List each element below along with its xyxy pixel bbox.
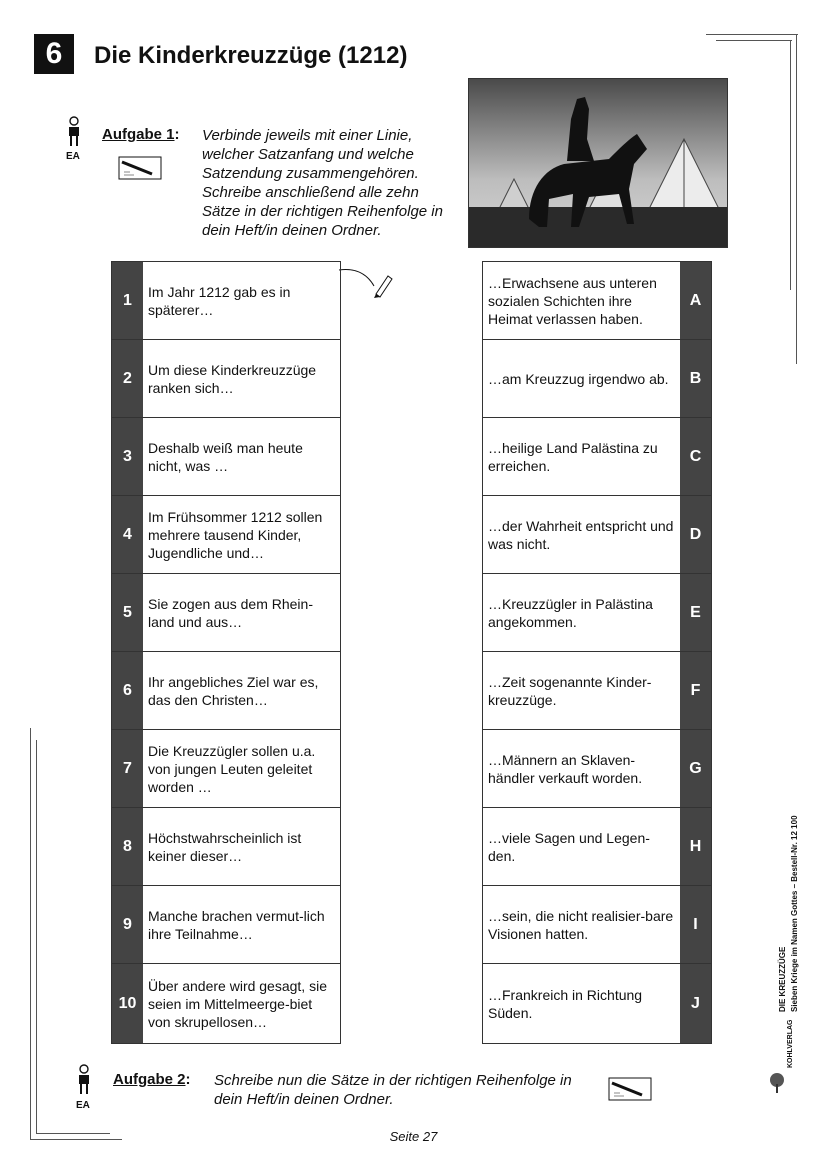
corner-line-top-h xyxy=(706,34,798,35)
beginning-text: Im Jahr 1212 gab es in späterer… xyxy=(148,283,291,318)
publisher-tree-icon xyxy=(768,1072,786,1099)
row-letter: B xyxy=(680,340,711,417)
corner-line-bottom-v2 xyxy=(36,740,37,1134)
row-letter: J xyxy=(680,964,711,1043)
beginning-text: Sie zogen aus dem Rhein-land und aus… xyxy=(148,595,313,630)
beginning-text: Die Kreuzzügler sollen u.a. von jungen Leuten geleitet worden … xyxy=(148,742,316,795)
ending-row-j[interactable] xyxy=(483,964,711,1043)
row-number: 2 xyxy=(112,340,143,417)
ending-text: …heilige Land Palästina zu erreichen. xyxy=(488,439,658,474)
row-letter: F xyxy=(680,652,711,729)
beginning-row-7[interactable] xyxy=(112,730,340,808)
row-letter: I xyxy=(680,886,711,963)
row-number: 7 xyxy=(112,730,143,807)
row-letter: H xyxy=(680,808,711,885)
task1-colon: : xyxy=(174,126,180,143)
task2-label-wrap xyxy=(113,1071,191,1089)
endings-column xyxy=(482,261,712,1044)
row-letter: E xyxy=(680,574,711,651)
row-letter: D xyxy=(680,496,711,573)
task2-label: Aufgabe 2 xyxy=(113,1071,186,1088)
ending-text: …viele Sagen und Legen-den. xyxy=(488,829,650,864)
ending-row-i[interactable] xyxy=(483,886,711,964)
beginning-row-6[interactable] xyxy=(112,652,340,730)
beginning-row-5[interactable] xyxy=(112,574,340,652)
pencil-paper-icon-2 xyxy=(608,1077,652,1106)
beginning-text: Deshalb weiß man heute nicht, was … xyxy=(148,439,303,474)
corner-line-bottom-v xyxy=(30,728,31,1140)
beginnings-column xyxy=(111,261,341,1044)
publisher-logo-text: KOHLVERLAG xyxy=(787,1019,794,1068)
sidebar-book-info: Sieben Kriege im Namen Gottes – Bestell-Nr. 12 100 xyxy=(790,815,799,1012)
ending-text: …Frankreich in Richtung Süden. xyxy=(488,986,643,1021)
page-title: Die Kinderkreuzzüge (1212) xyxy=(94,42,408,69)
ending-text: …am Kreuzzug irgendwo ab. xyxy=(488,370,669,387)
beginning-row-8[interactable] xyxy=(112,808,340,886)
ending-text: …Kreuzzügler in Palästina angekommen. xyxy=(488,595,653,630)
task2-colon: : xyxy=(185,1071,191,1088)
ending-row-h[interactable] xyxy=(483,808,711,886)
beginning-row-4[interactable] xyxy=(112,496,340,574)
knight-on-horse-photo xyxy=(468,78,728,248)
beginning-row-9[interactable] xyxy=(112,886,340,964)
ea-badge-2: EA xyxy=(76,1100,90,1111)
beginning-text: Im Frühsommer 1212 sollen mehrere tausend Kinder, Jugendliche und… xyxy=(148,508,323,561)
task2-text: Schreibe nun die Sätze in der richtigen Reihenfolge in dein Heft/in deinen Ordner. xyxy=(214,1072,572,1108)
student-icon xyxy=(66,116,82,153)
beginning-text: Manche brachen vermut-lich ihre Teilnahme… xyxy=(148,907,325,942)
ending-text: …der Wahrheit entspricht und was nicht. xyxy=(488,517,674,552)
row-letter: C xyxy=(680,418,711,495)
beginning-row-2[interactable] xyxy=(112,340,340,418)
ea-badge: EA xyxy=(66,151,80,162)
ending-row-a[interactable] xyxy=(483,262,711,340)
ending-row-d[interactable] xyxy=(483,496,711,574)
task1-label: Aufgabe 1 xyxy=(102,126,175,143)
row-number: 5 xyxy=(112,574,143,651)
beginning-text: Um diese Kinderkreuzzüge ranken sich… xyxy=(148,361,317,396)
row-number: 8 xyxy=(112,808,143,885)
ending-row-c[interactable] xyxy=(483,418,711,496)
beginning-row-10[interactable] xyxy=(112,964,340,1043)
page-number: Seite 27 xyxy=(389,1129,438,1144)
ending-row-e[interactable] xyxy=(483,574,711,652)
ending-row-g[interactable] xyxy=(483,730,711,808)
row-number: 9 xyxy=(112,886,143,963)
sidebar-series-title: DIE KREUZZÜGE xyxy=(778,946,787,1012)
student-icon-2 xyxy=(76,1064,92,1101)
row-letter: A xyxy=(680,262,711,339)
beginning-text: Über andere wird gesagt, sie seien im Mittelmeerge-biet von skrupellosen… xyxy=(148,977,327,1030)
row-letter: G xyxy=(680,730,711,807)
ending-text: …sein, die nicht realisier-bare Visionen hatten. xyxy=(488,907,674,942)
pencil-paper-icon xyxy=(118,156,162,185)
ending-text: …Männern an Sklaven-händler verkauft worden. xyxy=(488,751,643,786)
ending-row-f[interactable] xyxy=(483,652,711,730)
beginning-text: Ihr angebliches Ziel war es, das den Christen… xyxy=(148,673,319,708)
task1-label-wrap xyxy=(102,126,180,144)
pencil-line-icon xyxy=(338,266,394,303)
corner-line-top-v xyxy=(796,34,797,364)
beginning-text: Höchstwahrscheinlich ist keiner dieser… xyxy=(148,829,302,864)
corner-line-top-h2 xyxy=(716,40,792,41)
ending-row-b[interactable] xyxy=(483,340,711,418)
row-number: 1 xyxy=(112,262,143,339)
task1-text: Verbinde jeweils mit einer Linie, welcher Satzanfang und welche Satzendung zusammengehören. Schreibe anschließend alle zehn Sätze in der richtigen Reihenfolge in dein Heft/in deinen Ordner. xyxy=(202,127,443,239)
row-number: 6 xyxy=(112,652,143,729)
row-number: 10 xyxy=(112,964,143,1043)
beginning-row-1[interactable] xyxy=(112,262,340,340)
beginning-row-3[interactable] xyxy=(112,418,340,496)
corner-line-top-v2 xyxy=(790,40,791,290)
ending-text: …Erwachsene aus unteren sozialen Schichten ihre Heimat verlassen haben. xyxy=(488,274,657,327)
chapter-number: 6 xyxy=(34,34,74,74)
row-number: 4 xyxy=(112,496,143,573)
row-number: 3 xyxy=(112,418,143,495)
ending-text: …Zeit sogenannte Kinder-kreuzzüge. xyxy=(488,673,652,708)
